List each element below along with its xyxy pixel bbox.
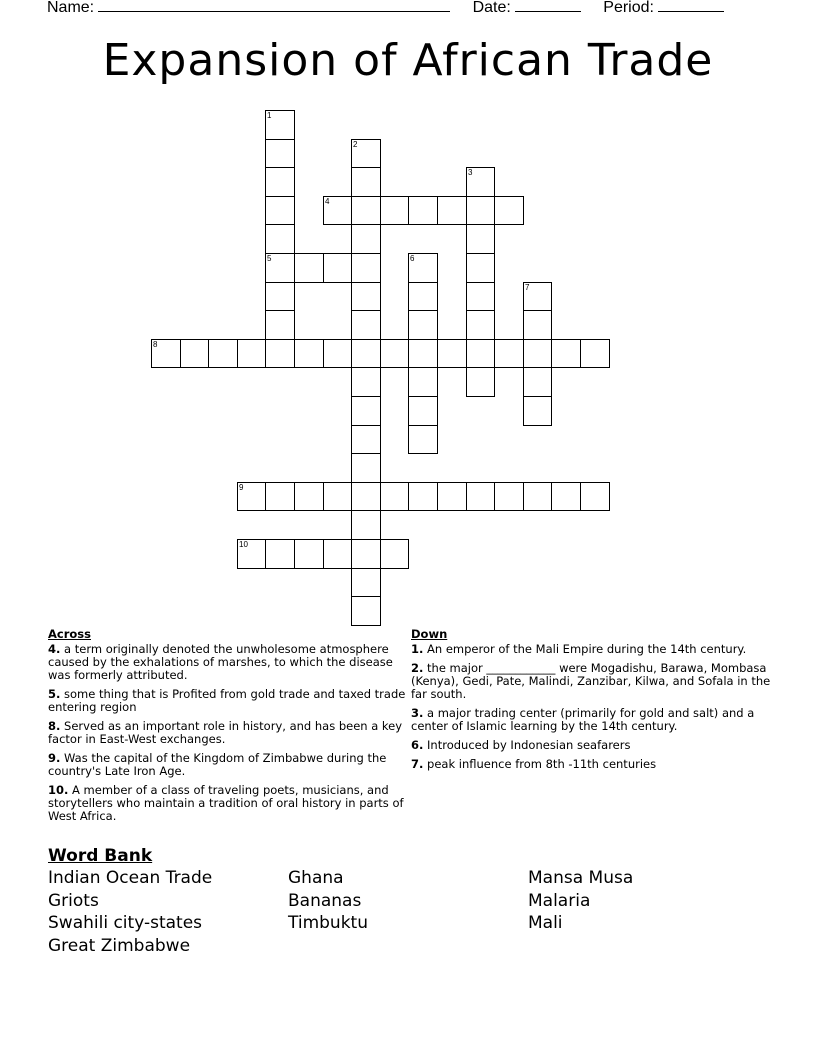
grid-cell[interactable] bbox=[551, 339, 581, 368]
word-bank-item: Indian Ocean Trade bbox=[48, 868, 213, 888]
grid-cell[interactable] bbox=[466, 196, 495, 225]
word-bank-item: Timbuktu bbox=[288, 913, 368, 933]
grid-cell[interactable] bbox=[494, 196, 524, 225]
down-clue bbox=[411, 758, 771, 771]
grid-cell[interactable] bbox=[466, 482, 495, 511]
word-bank-column-2 bbox=[288, 867, 368, 935]
grid-cell[interactable] bbox=[294, 482, 324, 511]
clue-number: 1. bbox=[411, 642, 424, 656]
clue-number: 5 bbox=[267, 254, 272, 263]
date-label: Date: bbox=[472, 0, 511, 16]
down-clue bbox=[411, 662, 771, 701]
grid-cell[interactable] bbox=[380, 482, 409, 511]
clue-number: 8 bbox=[153, 340, 158, 349]
clue-text: peak influence from 8th -11th centuries bbox=[423, 757, 657, 771]
grid-cell[interactable] bbox=[265, 139, 295, 168]
grid-cell[interactable] bbox=[351, 253, 381, 283]
grid-cell[interactable] bbox=[265, 310, 295, 340]
grid-cell[interactable] bbox=[265, 253, 295, 283]
down-clue bbox=[411, 739, 771, 752]
grid-cell[interactable] bbox=[351, 196, 381, 225]
grid-cell[interactable] bbox=[351, 282, 381, 311]
grid-cell[interactable] bbox=[466, 339, 495, 368]
grid-cell[interactable] bbox=[351, 167, 381, 197]
clue-number: 6 bbox=[410, 254, 415, 263]
grid-cell[interactable] bbox=[265, 339, 295, 368]
grid-cell[interactable] bbox=[265, 196, 295, 225]
grid-cell[interactable] bbox=[294, 253, 324, 283]
grid-cell[interactable] bbox=[466, 224, 495, 254]
grid-cell[interactable] bbox=[466, 167, 495, 197]
clue-text: a major trading center (primarily for gold and salt) and a center of Islamic learning by the 14th century. bbox=[411, 706, 755, 733]
grid-cell[interactable] bbox=[351, 482, 381, 511]
grid-cell[interactable] bbox=[265, 110, 295, 140]
clue-number: 2. bbox=[411, 661, 424, 675]
grid-cell[interactable] bbox=[351, 139, 381, 168]
grid-cell[interactable] bbox=[180, 339, 209, 368]
grid-cell[interactable] bbox=[294, 339, 324, 368]
grid-cell[interactable] bbox=[466, 253, 495, 283]
period-label: Period: bbox=[603, 0, 654, 16]
across-heading: Across bbox=[48, 627, 91, 641]
word-bank-item: Mali bbox=[528, 913, 563, 933]
grid-cell[interactable] bbox=[323, 539, 352, 569]
grid-cell[interactable] bbox=[408, 482, 438, 511]
grid-cell[interactable] bbox=[580, 482, 610, 511]
grid-cell[interactable] bbox=[351, 224, 381, 254]
grid-cell[interactable] bbox=[323, 339, 352, 368]
down-clue bbox=[411, 707, 771, 733]
across-clue bbox=[48, 784, 408, 823]
clue-number: 8. bbox=[48, 719, 61, 733]
across-clues bbox=[48, 628, 408, 829]
grid-cell[interactable] bbox=[351, 367, 381, 397]
grid-cell[interactable] bbox=[408, 339, 438, 368]
grid-cell[interactable] bbox=[151, 339, 181, 368]
grid-cell[interactable] bbox=[323, 196, 352, 225]
down-heading: Down bbox=[411, 627, 448, 641]
clue-number: 4 bbox=[325, 197, 330, 206]
clue-text: the major ____________ were Mogadishu, Barawa, Mombasa (Kenya), Gedi, Pate, Malindi, Zanzibar, Kilwa, and Sofala in the far south. bbox=[411, 661, 771, 701]
across-clue bbox=[48, 688, 408, 714]
grid-cell[interactable] bbox=[551, 482, 581, 511]
clue-text: A member of a class of traveling poets, musicians, and storytellers who maintain a tradition of oral history in parts of West Africa. bbox=[48, 783, 404, 823]
grid-cell[interactable] bbox=[466, 310, 495, 340]
across-clue bbox=[48, 752, 408, 778]
word-bank-heading: Word Bank bbox=[48, 846, 153, 866]
word-bank-item: Malaria bbox=[528, 890, 591, 911]
clue-number: 10. bbox=[48, 783, 69, 797]
grid-cell[interactable] bbox=[437, 339, 467, 368]
grid-cell[interactable] bbox=[351, 310, 381, 340]
grid-cell[interactable] bbox=[380, 539, 409, 569]
grid-cell[interactable] bbox=[523, 396, 552, 426]
grid-cell[interactable] bbox=[380, 339, 409, 368]
grid-cell[interactable] bbox=[408, 367, 438, 397]
grid-cell[interactable] bbox=[265, 167, 295, 197]
clue-number: 3 bbox=[468, 168, 473, 177]
clue-number: 10 bbox=[239, 540, 248, 549]
word-bank-item: Bananas bbox=[288, 890, 362, 911]
grid-cell[interactable] bbox=[351, 568, 381, 597]
grid-cell[interactable] bbox=[408, 425, 438, 454]
grid-cell[interactable] bbox=[494, 482, 524, 511]
grid-cell[interactable] bbox=[323, 482, 352, 511]
grid-cell[interactable] bbox=[237, 482, 266, 511]
grid-cell[interactable] bbox=[265, 282, 295, 311]
clue-number: 7. bbox=[411, 757, 424, 771]
grid-cell[interactable] bbox=[351, 539, 381, 569]
grid-cell[interactable] bbox=[351, 425, 381, 454]
clue-number: 2 bbox=[353, 140, 358, 149]
word-bank-item: Ghana bbox=[288, 868, 344, 888]
clue-text: An emperor of the Mali Empire during the 14th century. bbox=[423, 642, 747, 656]
grid-cell[interactable] bbox=[523, 482, 552, 511]
word-bank-item: Griots bbox=[48, 890, 99, 911]
grid-cell[interactable] bbox=[351, 453, 381, 483]
grid-cell[interactable] bbox=[351, 339, 381, 368]
clue-number: 5. bbox=[48, 687, 61, 701]
grid-cell[interactable] bbox=[408, 196, 438, 225]
clue-number: 7 bbox=[525, 283, 530, 292]
grid-cell[interactable] bbox=[408, 396, 438, 426]
grid-cell[interactable] bbox=[523, 367, 552, 397]
grid-cell[interactable] bbox=[408, 310, 438, 340]
grid-cell[interactable] bbox=[265, 224, 295, 254]
clue-text: a term originally denoted the unwholesome atmosphere caused by the exhalations of marshes, to which the disease was formerly attributed. bbox=[48, 642, 393, 682]
grid-cell[interactable] bbox=[265, 482, 295, 511]
across-clue bbox=[48, 720, 408, 746]
grid-cell[interactable] bbox=[523, 339, 552, 368]
grid-cell[interactable] bbox=[294, 539, 324, 569]
clue-text: some thing that is Profited from gold trade and taxed trade entering region bbox=[48, 687, 406, 714]
grid-cell[interactable] bbox=[351, 396, 381, 426]
grid-cell[interactable] bbox=[466, 282, 495, 311]
grid-cell[interactable] bbox=[580, 339, 610, 368]
grid-cell[interactable] bbox=[523, 310, 552, 340]
clue-number: 6. bbox=[411, 738, 424, 752]
clue-number: 3. bbox=[411, 706, 424, 720]
grid-cell[interactable] bbox=[466, 367, 495, 397]
grid-cell[interactable] bbox=[237, 539, 266, 569]
word-bank-column-3 bbox=[528, 867, 633, 935]
grid-cell[interactable] bbox=[408, 253, 438, 283]
clue-text: Introduced by Indonesian seafarers bbox=[423, 738, 631, 752]
clue-text: Served as an important role in history, and has been a key factor in East-West exchanges. bbox=[48, 719, 403, 746]
clue-number: 4. bbox=[48, 642, 61, 656]
page-title: Expansion of African Trade bbox=[102, 35, 714, 86]
across-clue bbox=[48, 643, 408, 682]
name-label: Name: bbox=[47, 0, 95, 16]
grid-cell[interactable] bbox=[437, 196, 467, 225]
grid-cell[interactable] bbox=[408, 282, 438, 311]
grid-cell[interactable] bbox=[323, 253, 352, 283]
grid-cell[interactable] bbox=[237, 339, 266, 368]
grid-cell[interactable] bbox=[437, 482, 467, 511]
word-bank-item: Great Zimbabwe bbox=[48, 935, 191, 956]
clue-number: 9 bbox=[239, 483, 244, 492]
word-bank-item: Swahili city-states bbox=[48, 913, 203, 933]
clue-text: Was the capital of the Kingdom of Zimbabwe during the country's Late Iron Age. bbox=[48, 751, 387, 778]
word-bank-item: Mansa Musa bbox=[528, 868, 634, 888]
clue-number: 1 bbox=[267, 111, 272, 120]
down-clues bbox=[411, 628, 771, 777]
grid-cell[interactable] bbox=[351, 596, 381, 626]
grid-cell[interactable] bbox=[351, 510, 381, 540]
grid-cell[interactable] bbox=[208, 339, 238, 368]
grid-cell[interactable] bbox=[265, 539, 295, 569]
grid-cell[interactable] bbox=[380, 196, 409, 225]
grid-cell[interactable] bbox=[523, 282, 552, 311]
down-clue bbox=[411, 643, 771, 656]
grid-cell[interactable] bbox=[494, 339, 524, 368]
clue-number: 9. bbox=[48, 751, 61, 765]
word-bank-column-1 bbox=[48, 867, 212, 957]
